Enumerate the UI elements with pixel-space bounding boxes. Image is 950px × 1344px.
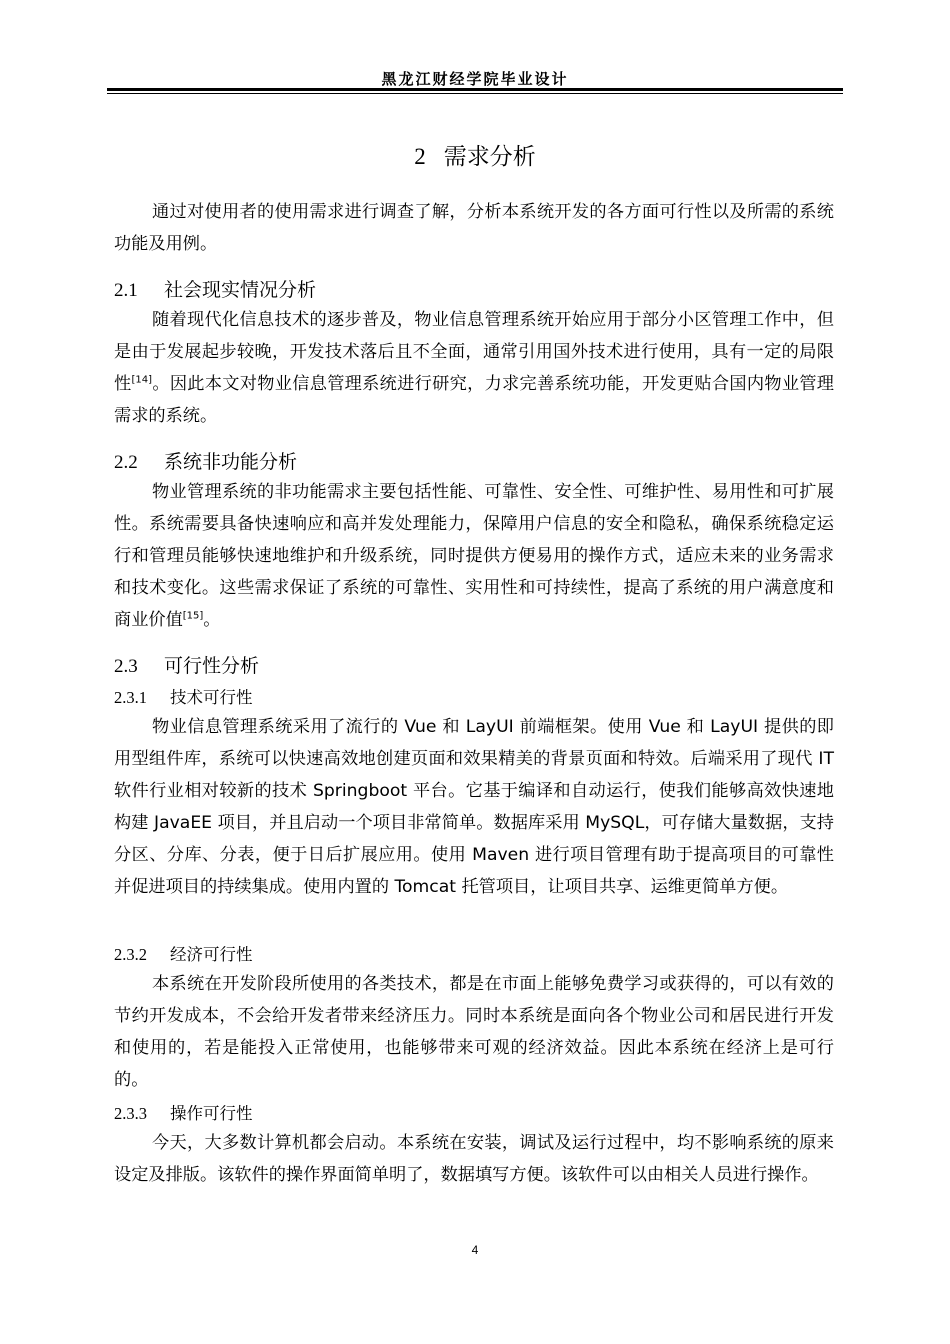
- chapter-number: 2: [414, 144, 426, 169]
- citation-ref: [15]: [182, 610, 204, 622]
- subsection-number: 2.3.2: [114, 945, 147, 964]
- running-header: 黑龙江财经学院毕业设计: [381, 70, 569, 88]
- section-title: 系统非功能分析: [164, 451, 298, 473]
- paragraph-text: 。: [203, 610, 221, 630]
- chapter-title-text: 需求分析: [443, 144, 536, 170]
- section-number: 2.3: [114, 656, 138, 677]
- subsection-heading-2-3-1: [114, 684, 253, 708]
- paragraph-2-3-2: 本系统在开发阶段所使用的各类技术，都是在市面上能够免费学习或获得的，可以有效的节约开发成本，不会给开发者带来经济压力。同时本系统是面向各个物业公司和居民进行开发和使用的，若是能投入正常使用，也能够带来可观的经济效益。因此本系统在经济上是可行的。: [114, 974, 834, 1090]
- paragraph-2-1: [114, 304, 834, 432]
- subsection-title: 技术可行性: [170, 688, 253, 707]
- subsection-heading-2-3-3: [114, 1100, 253, 1124]
- header-rule-thick: [107, 88, 843, 91]
- section-number: 2.1: [114, 280, 138, 301]
- section-title: 可行性分析: [164, 655, 260, 677]
- section-heading-2-2: [114, 447, 297, 474]
- section-title: 社会现实情况分析: [164, 279, 317, 301]
- subsection-heading-2-3-2: [114, 941, 253, 965]
- intro-paragraph: 通过对使用者的使用需求进行调查了解，分析本系统开发的各方面可行性以及所需的系统功能及用例。: [114, 202, 834, 254]
- paragraph-2-3-3: 今天，大多数计算机都会启动。本系统在安装，调试及运行过程中，均不影响系统的原来设定及排版。该软件的操作界面简单明了，数据填写方便。该软件可以由相关人员进行操作。: [114, 1133, 834, 1185]
- citation-ref: [14]: [131, 374, 153, 386]
- section-heading-2-3: [114, 651, 259, 678]
- paragraph-text: 物业管理系统的非功能需求主要包括性能、可靠性、安全性、可维护性、易用性和可扩展性。系统需要具备快速响应和高并发处理能力，保障用户信息的安全和隐私，确保系统稳定运行和管理员能够快速地维护和升级系统，同时提供方便易用的操作方式，适应未来的业务需求和技术变化。这些需求保证了系统的可靠性、实用性和可持续性，提高了系统的用户满意度和商业价值: [114, 482, 834, 630]
- subsection-title: 操作可行性: [170, 1104, 253, 1123]
- paragraph-text: 。因此本文对物业信息管理系统进行研究，力求完善系统功能，开发更贴合国内物业管理需求的系统。: [114, 374, 834, 426]
- chapter-title: [0, 138, 950, 171]
- section-number: 2.2: [114, 452, 138, 473]
- section-heading-2-1: [114, 275, 316, 302]
- subsection-number: 2.3.1: [114, 688, 147, 707]
- subsection-title: 经济可行性: [170, 945, 253, 964]
- paragraph-text: 随着现代化信息技术的逐步普及，物业信息管理系统开始应用于部分小区管理工作中，但是由于发展起步较晚，开发技术落后且不全面，通常引用国外技术进行使用，具有一定的局限性: [114, 310, 834, 394]
- page-number: 4: [471, 1243, 479, 1257]
- header-rule-thin: [107, 93, 843, 94]
- subsection-number: 2.3.3: [114, 1104, 147, 1123]
- paragraph-2-3-1: 物业信息管理系统采用了流行的 Vue 和 LayUI 前端框架。使用 Vue 和 LayUI 提供的即用型组件库，系统可以快速高效地创建页面和效果精美的背景页面和特效。后端采用了现代 IT 软件行业相对较新的技术 Springboot 平台。它基于编译和自动运行，使我们能够高效快速地构建 JavaEE 项目，并且启动一个项目非常简单。数据库采用 MySQL，可存储大量数据，支持分区、分库、分表，便于日后扩展应用。使用 Maven 进行项目管理有助于提高项目的可靠性并促进项目的持续集成。使用内置的 Tomcat 托管项目，让项目共享、运维更简单方便。: [114, 717, 834, 897]
- paragraph-2-2: [114, 476, 834, 636]
